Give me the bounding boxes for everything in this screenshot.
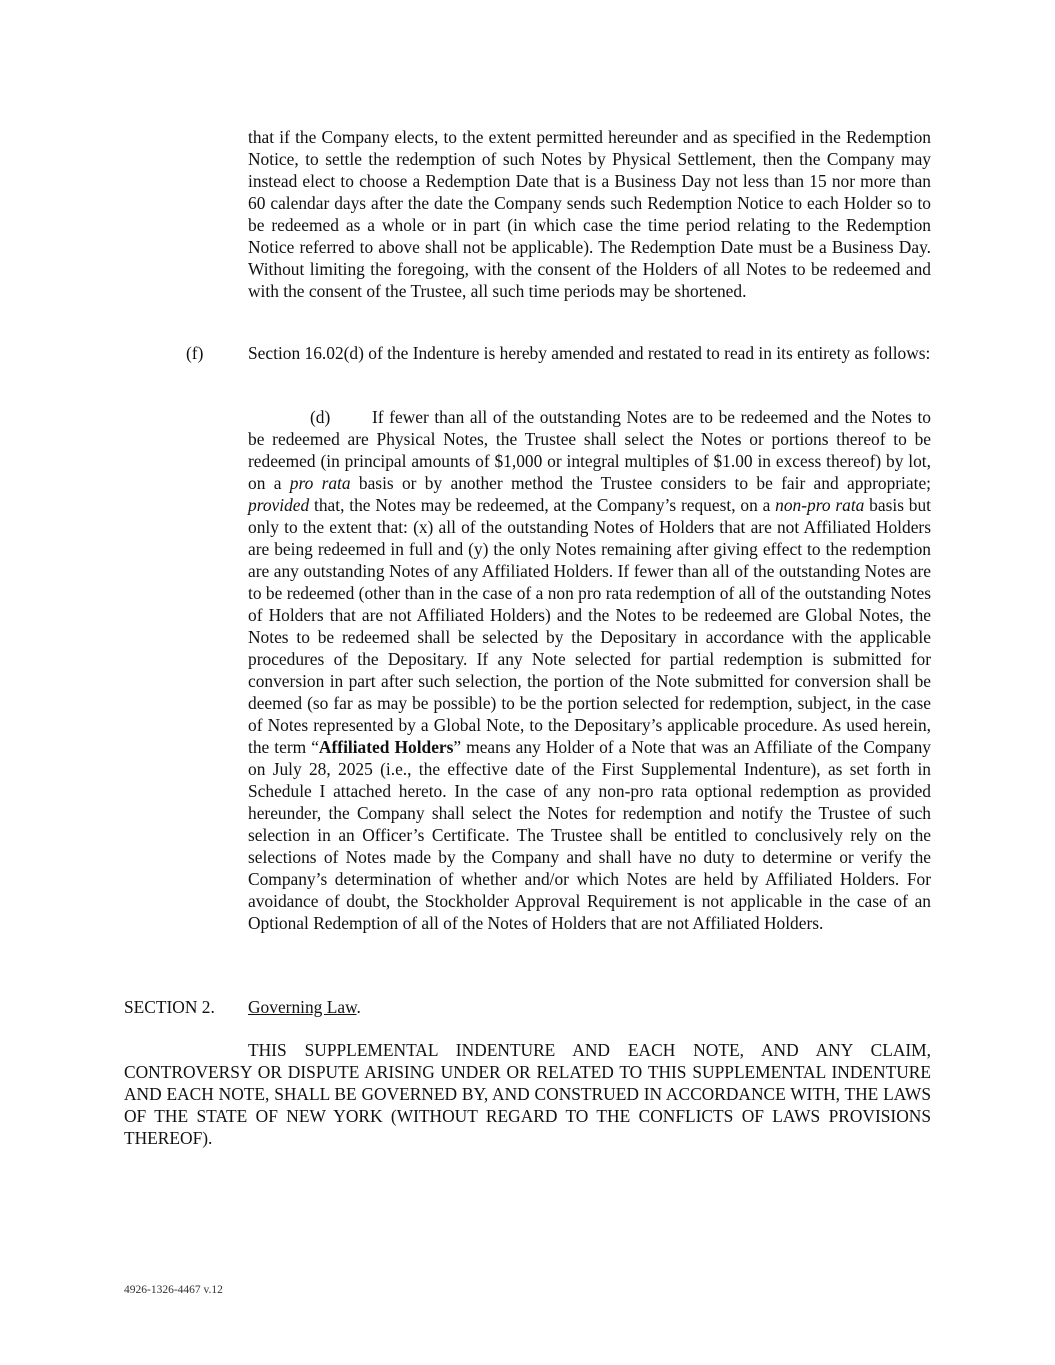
footer-document-id: 4926-1326-4467 v.12 [124,1284,223,1296]
intro-paragraph: that if the Company elects, to the extent permitted hereunder and as specified in the Redemption Notice, to settle the redemption of such Notes by Physical Settlement, then the Company may instead elect to choose a Redemption Date that is a Business Day not less than 15 nor more than 60 calendar days after the date the Company sends such Redemption Notice to each Holder so to be redeemed as a whole or in part (in which case the time period relating to the Redemption Notice referred to above shall not be applicable). The Redemption Date must be a Business Day. Without limiting the foregoing, with the consent of the Holders of all Notes to be redeemed and with the consent of the Trustee, all such time periods may be shortened. [248,127,931,301]
item-d-label: (d) [310,407,331,427]
item-d-text-3: that, the Notes may be redeemed, at the Company’s request, on a [309,495,776,515]
affiliated-holders-term: Affiliated Holders [318,737,454,757]
item-d-text-5: ” means any Holder of a Note that was an Affiliate of the Company on July 28, 2025 (i.e., the effective date of the First Supplemental Indenture), as set forth in Schedule I attached hereto. In the case of any non-pro rata optional redemption as provided hereunder, the Company shall select the Notes for redemption and notify the Trustee of such selection in an Officer’s Certificate. The Trustee shall be entitled to conclusively rely on the selections of Notes made by the Company and shall have no duty to determine or verify the Company’s determination of whether and/or which Notes are held by Affiliated Holders. For avoidance of doubt, the Stockholder Approval Requirement is not applicable in the case of an Optional Redemption of all of the Notes of Holders that are not Affiliated Holders. [248,737,931,933]
pro-rata-term: pro rata [289,473,351,493]
non-pro-rata-term: non-pro rata [775,495,865,515]
item-f-text: Section 16.02(d) of the Indenture is hereby amended and restated to read in its entirety as follows: [248,343,931,363]
section-2-heading [124,996,931,1018]
item-f-paragraph [124,342,931,364]
section-2-label: SECTION 2. [124,997,215,1017]
item-f-label: (f) [186,343,204,363]
provided-term: provided [248,495,310,515]
section-2-title: Governing Law [248,997,357,1017]
item-d-text-2: basis or by another method the Trustee considers to be fair and appropriate; [350,473,931,493]
section-2-title-suffix: . [356,997,361,1017]
item-d-text-4: basis but only to the extent that: (x) all of the outstanding Notes of Holders that are not Affiliated Holders are being redeemed in full and (y) the only Notes remaining after giving effect to the redemption are any outstanding Notes of any Affiliated Holders. If fewer than all of the outstanding Notes are to be redeemed (other than in the case of a non pro rata redemption of all of the outstanding Notes of Holders that are not Affiliated Holders) and the Notes to be redeemed are Global Notes, the Notes to be redeemed shall be selected by the Depositary in accordance with the applicable procedures of the Depositary. If any Note selected for partial redemption is submitted for conversion in part after such selection, the portion of the Note submitted for conversion shall be deemed (so far as may be possible) to be the portion selected for redemption, subject, in the case of Notes represented by a Global Note, to the Depositary’s applicable procedure. As used herein, the term “ [248,495,932,757]
governing-law-paragraph [124,1039,931,1149]
governing-law-text: THIS SUPPLEMENTAL INDENTURE AND EACH NOTE, AND ANY CLAIM, CONTROVERSY OR DISPUTE ARISING UNDER OR RELATED TO THIS SUPPLEMENTAL INDENTURE AND EACH NOTE, SHALL BE GOVERNED BY, AND CONSTRUED IN ACCORDANCE WITH, THE LAWS OF THE STATE OF NEW YORK (WITHOUT REGARD TO THE CONFLICTS OF LAWS PROVISIONS THEREOF). [124,1040,931,1148]
item-d-paragraph [248,406,931,934]
item-d-text-1: If fewer than all of the outstanding Notes are to be redeemed and the Notes to be redeemed are Physical Notes, the Trustee shall select the Notes or portions thereof to be redeemed (in principal amounts of $1,000 or integral multiples of $1.00 in excess thereof) by lot, on a [248,407,931,493]
